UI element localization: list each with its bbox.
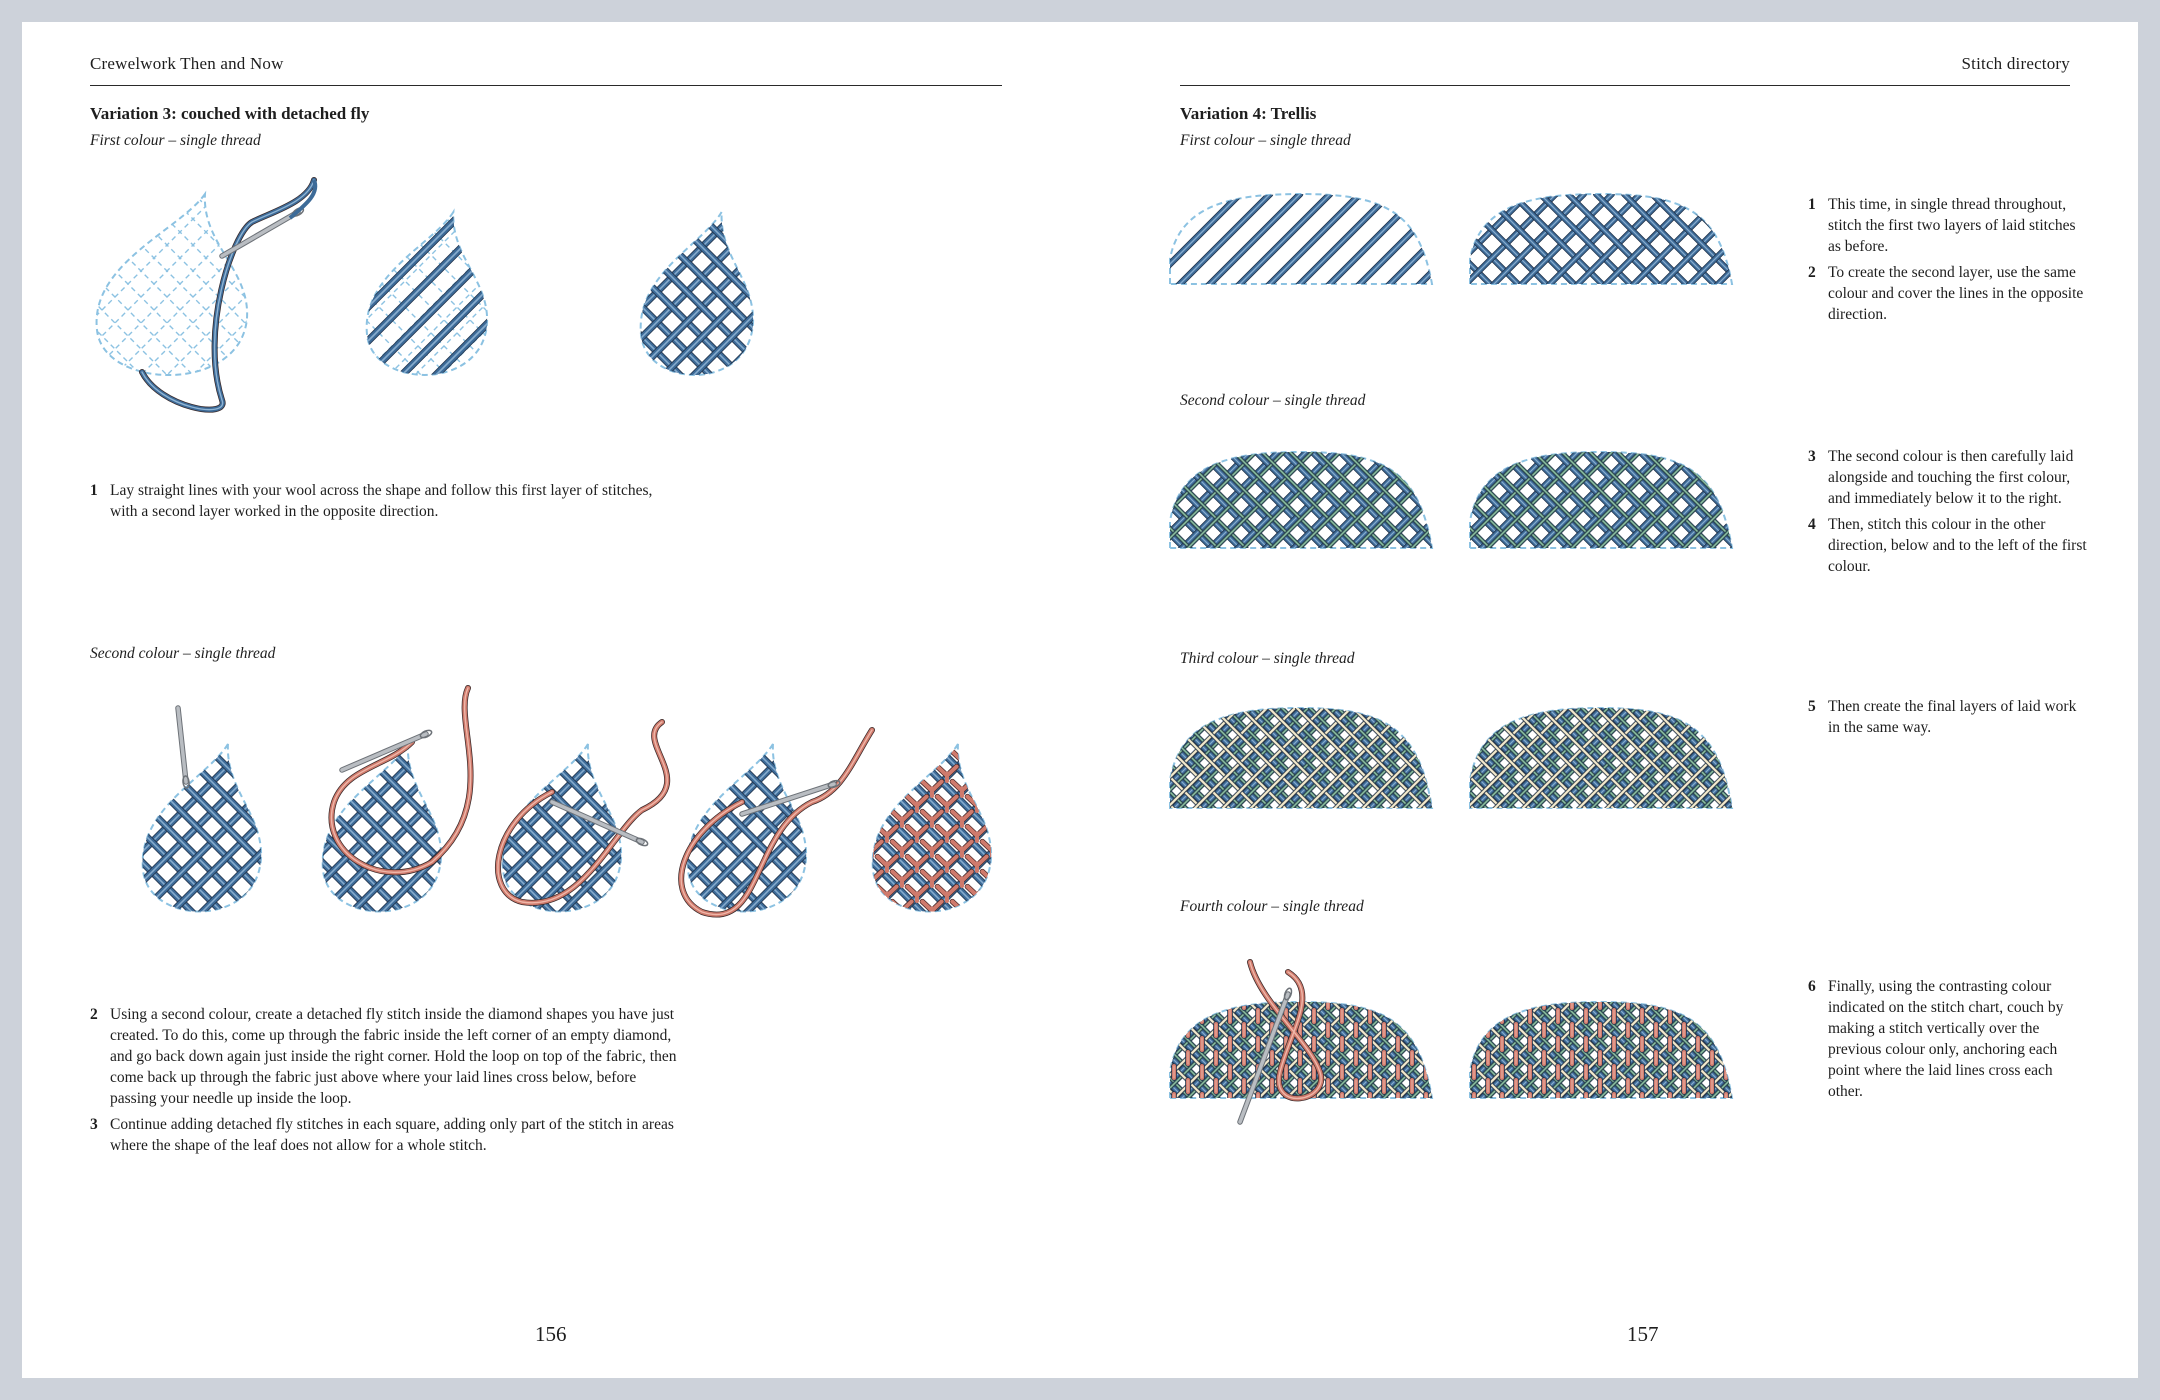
- trellis-steps-5: [1808, 696, 2088, 743]
- trellis-third-colour-label: Third colour – single thread: [1180, 650, 1355, 667]
- step-text: Finally, using the contrasting colour indicated on the stitch chart, couch by making a stitch vertically over the previous colour only, anchoring each point where the laid lines cross each other.: [1828, 978, 2064, 1100]
- right-page: [1080, 22, 2138, 1378]
- step-number: 1: [90, 482, 98, 499]
- step-text: Continue adding detached fly stitches in each square, adding only part of the stitch in areas where the shape of the leaf does not allow for a whole stitch.: [110, 1116, 674, 1154]
- running-head-left: Crewelwork Then and Now: [90, 54, 284, 73]
- trellis-illustrations: [1170, 172, 1750, 1132]
- first-colour-label: First colour – single thread: [90, 132, 261, 149]
- page-number-left: 156: [535, 1322, 567, 1346]
- second-colour-label: Second colour – single thread: [90, 645, 276, 662]
- step-text: This time, in single thread throughout, stitch the first two layers of laid stitches as before.: [1828, 196, 2076, 255]
- step-item: [1808, 696, 2088, 738]
- step-text: Using a second colour, create a detached fly stitch inside the diamond shapes you have just created. To do this, come up through the fabric inside the left corner of an empty diamond, and go back down again just inside the right corner. Hold the loop on top of the fabric, then come back up through the fabric just above where your laid lines cross below, before passing your needle up inside the loop.: [110, 1006, 677, 1107]
- trellis-second-colour-label: Second colour – single thread: [1180, 392, 1366, 409]
- variation-4-title: Variation 4: Trellis: [1180, 104, 1317, 123]
- running-head-right: Stitch directory: [1961, 54, 2070, 73]
- first-colour-steps: [90, 480, 682, 527]
- header-rule-right: [1180, 85, 2070, 86]
- trellis-steps-6: [1808, 976, 2088, 1107]
- trellis-steps-3-4: [1808, 446, 2088, 582]
- step-number: 3: [90, 1116, 98, 1133]
- step-text: Then create the final layers of laid work in the same way.: [1828, 698, 2077, 736]
- book-spread: [22, 22, 2138, 1378]
- step-text: Lay straight lines with your wool across the shape and follow this first layer of stitches, with a second layer worked in the opposite direction.: [110, 482, 653, 520]
- step-item: [90, 480, 682, 522]
- step-item: [90, 1114, 682, 1156]
- step-item: [90, 1004, 682, 1109]
- step-number: 1: [1808, 196, 1816, 213]
- left-page: [22, 22, 1080, 1378]
- trellis-fourth-colour-label: Fourth colour – single thread: [1180, 898, 1364, 915]
- step-item: [1808, 194, 2088, 257]
- step-text: The second colour is then carefully laid alongside and touching the first colour, and immediately below it to the right.: [1828, 448, 2074, 507]
- step-item: [1808, 262, 2088, 325]
- step-item: [1808, 514, 2088, 577]
- trellis-first-colour-label: First colour – single thread: [1180, 132, 1351, 149]
- variation-3-title: Variation 3: couched with detached fly: [90, 104, 370, 123]
- second-colour-illustrations: [82, 682, 1042, 982]
- step-number: 3: [1808, 448, 1816, 465]
- step-text: To create the second layer, use the same colour and cover the lines in the opposite direction.: [1828, 264, 2084, 323]
- second-colour-steps: [90, 1004, 682, 1161]
- header-rule-left: [90, 85, 1002, 86]
- teardrop-leaf-lattice: [247, 212, 947, 402]
- step-number: 2: [90, 1006, 98, 1023]
- step-number: 5: [1808, 698, 1816, 715]
- page-number-right: 157: [1627, 1322, 1659, 1346]
- teardrop-leaf-guide: [0, 180, 454, 410]
- step-item: [1808, 446, 2088, 509]
- step-item: [1808, 976, 2088, 1102]
- trellis-steps-1-2: [1808, 194, 2088, 330]
- step-number: 4: [1808, 516, 1816, 533]
- first-colour-illustrations: [82, 172, 782, 452]
- step-number: 2: [1808, 264, 1816, 281]
- step-text: Then, stitch this colour in the other direction, below and to the left of the first colour.: [1828, 516, 2087, 575]
- step-number: 6: [1808, 978, 1816, 995]
